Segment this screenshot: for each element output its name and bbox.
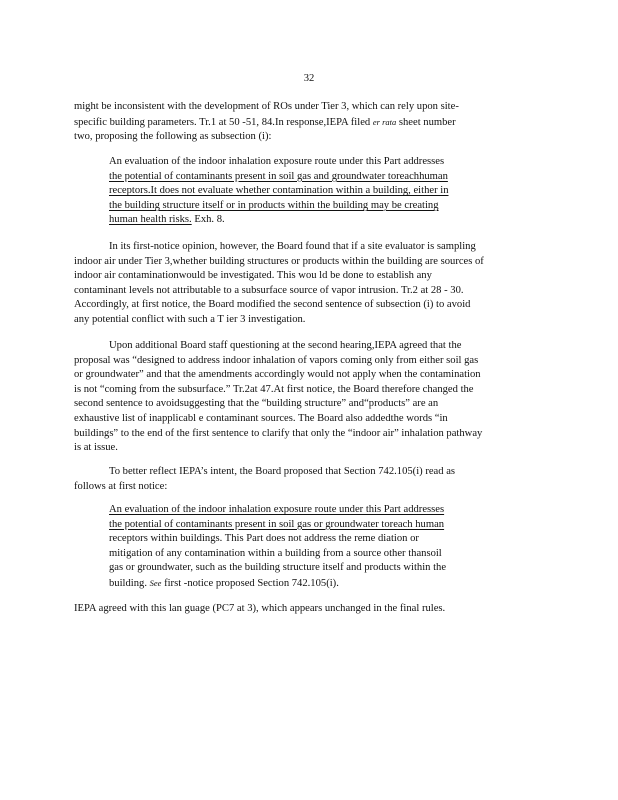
- text-line: exhaustive list of inapplicabl e contaminant sources. The Board also addedthe words “in: [74, 412, 448, 424]
- text-line: gas or groundwater, such as the building structure itself and products within the: [109, 562, 447, 574]
- text-line: Accordingly, at first notice, the Board modified the second sentence of subsection (i) to avoid: [74, 299, 471, 311]
- text-line: receptors within buildings. This Part does not address the reme diation or: [109, 533, 419, 545]
- text-line: or groundwater” and that the amendments accordingly would not apply when the contamination: [74, 369, 481, 381]
- text-line: [109, 213, 495, 228]
- text-line: To better reflect IEPA’s intent, the Board proposed that Section 742.105(i) read as: [109, 466, 456, 477]
- citation: Exh. 8.: [194, 214, 225, 226]
- paragraph-agreement: [74, 602, 540, 617]
- paragraph-second-hearing: [74, 339, 540, 456]
- citation: first -notice proposed Section 742.105(i).: [164, 577, 339, 589]
- text-line: IEPA agreed with this lan guage (PC7 at 3), which appears unchanged in the final rules.: [74, 603, 446, 614]
- text-line: indoor air under Tier 3,whether building structures or products within the building are sources of: [74, 255, 484, 267]
- block-quote-errata: [109, 155, 495, 228]
- underlined-segment: human health risks.: [109, 214, 192, 226]
- text-line: An evaluation of the indoor inhalation exposure route under this Part addresses: [109, 156, 445, 167]
- text-line: might be inconsistent with the development of ROs under Tier 3, which can rely upon site-: [74, 101, 459, 112]
- text-line: is not “coming from the subsurface.” Tr.2at 47.At first notice, the Board therefore changed the: [74, 383, 474, 395]
- text-line: mitigation of any contamination within a building from a source other thansoil: [109, 547, 442, 559]
- text-line: contaminant levels not attributable to a subsurface source of vapor intrusion. Tr.2 at 28 - 30.: [74, 284, 464, 296]
- underlined-line: An evaluation of the indoor inhalation exposure route under this Part addresses: [109, 504, 445, 515]
- text-line: Upon additional Board staff questioning at the second hearing,IEPA agreed that the: [109, 340, 462, 351]
- text-line: any potential conflict with such a T ier 3 investigation.: [74, 313, 306, 325]
- see-italic: See: [149, 577, 162, 588]
- paragraph-proposal: [74, 465, 540, 494]
- text-segment: sheet number: [398, 116, 456, 128]
- text-line: indoor air contaminationwould be investigated. This wou ld be done to establish any: [74, 270, 432, 282]
- paragraph-first-notice: [74, 240, 540, 328]
- text-line: [109, 576, 495, 592]
- text-segment: specific building parameters. Tr.1 at 50 -51, 84.In response,IEPA filed: [74, 116, 371, 128]
- text-line: second sentence to avoidsuggesting that the “building structure” and“products” are an: [74, 398, 439, 410]
- paragraph-intro: [74, 100, 540, 145]
- underlined-line: the potential of contaminants present in soil gas or groundwater toreach human: [109, 518, 445, 530]
- text-segment: building.: [109, 577, 147, 589]
- errata-italic: er rata: [372, 116, 397, 127]
- block-quote-proposed-section: [109, 503, 495, 592]
- underlined-line: receptors.It does not evaluate whether contamination within a building, either in: [109, 185, 449, 197]
- page-number: 32: [303, 73, 315, 84]
- text-line: proposal was “designed to address indoor inhalation of vapors coming only from either soil gas: [74, 354, 479, 366]
- text-line: is at issue.: [74, 442, 118, 454]
- underlined-line: the building structure itself or in products within the building may be creating: [109, 199, 439, 211]
- underlined-line: the potential of contaminants present in soil gas and groundwater toreachhuman: [109, 170, 448, 182]
- text-line: follows at first notice:: [74, 480, 168, 492]
- text-line: In its first-notice opinion, however, the Board found that if a site evaluator is sampling: [109, 241, 476, 252]
- text-line: two, proposing the following as subsection (i):: [74, 131, 272, 143]
- text-line: buildings” to the end of the first sentence to clarify that only the “indoor air” inhalation pathway: [74, 427, 483, 439]
- text-line: [74, 115, 540, 131]
